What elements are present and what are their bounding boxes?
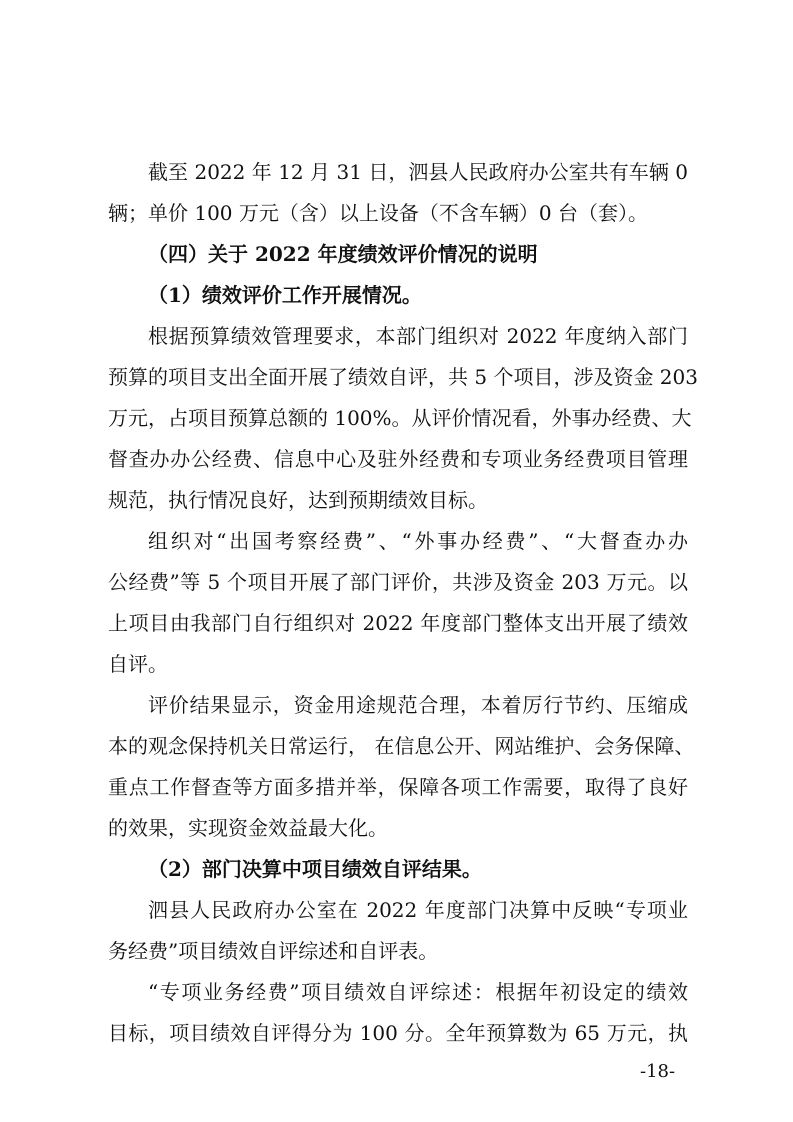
paragraph-line: 截至 2022 年 12 月 31 日，泗县人民政府办公室共有车辆 0 [148,160,688,184]
paragraph-line: 的效果，实现资金效益最大化。 [108,816,388,840]
paragraph-line: 组织对“出国考察经费”、“外事办经费”、“大督查办办 [148,529,688,553]
paragraph-line: 根据预算绩效管理要求，本部门组织对 2022 年度纳入部门 [148,324,688,348]
paragraph-line: 务经费”项目绩效自评综述和自评表。 [108,939,439,963]
paragraph-line: 规范，执行情况良好，达到预期绩效目标。 [108,488,488,512]
paragraph-line: 辆；单价 100 万元（含）以上设备（不含车辆）0 台（套）。 [108,201,648,225]
section-heading: （四）关于 2022 年度绩效评价情况的说明 [148,242,538,266]
paragraph-line: 公经费”等 5 个项目开展了部门评价，共涉及资金 203 万元。以 [108,570,688,594]
page-number: -18- [640,1061,676,1082]
subsection-heading: （2）部门决算中项目绩效自评结果。 [148,857,482,881]
subsection-heading: （1）绩效评价工作开展情况。 [148,283,422,307]
paragraph-line: 目标，项目绩效自评得分为 100 分。全年预算数为 65 万元，执 [108,1021,688,1045]
paragraph-line: 自评。 [108,652,168,676]
paragraph-line: 预算的项目支出全面开展了绩效自评，共 5 个项目，涉及资金 203 [108,365,698,389]
paragraph-line: 泗县人民政府办公室在 2022 年度部门决算中反映“专项业 [148,898,688,922]
paragraph-line: “专项业务经费”项目绩效自评综述：根据年初设定的绩效 [148,980,688,1004]
paragraph-line: 上项目由我部门自行组织对 2022 年度部门整体支出开展了绩效 [108,611,688,635]
paragraph-line: 督查办办公经费、信息中心及驻外经费和专项业务经费项目管理 [108,447,688,471]
paragraph-line: 万元，占项目预算总额的 100%。从评价情况看，外事办经费、大 [108,406,692,430]
paragraph-line: 本的观念保持机关日常运行， 在信息公开、网站维护、会务保障、 [108,734,695,758]
paragraph-line: 重点工作督查等方面多措并举，保障各项工作需要，取得了良好 [108,775,688,799]
paragraph-line: 评价结果显示，资金用途规范合理，本着厉行节约、压缩成 [148,693,688,717]
